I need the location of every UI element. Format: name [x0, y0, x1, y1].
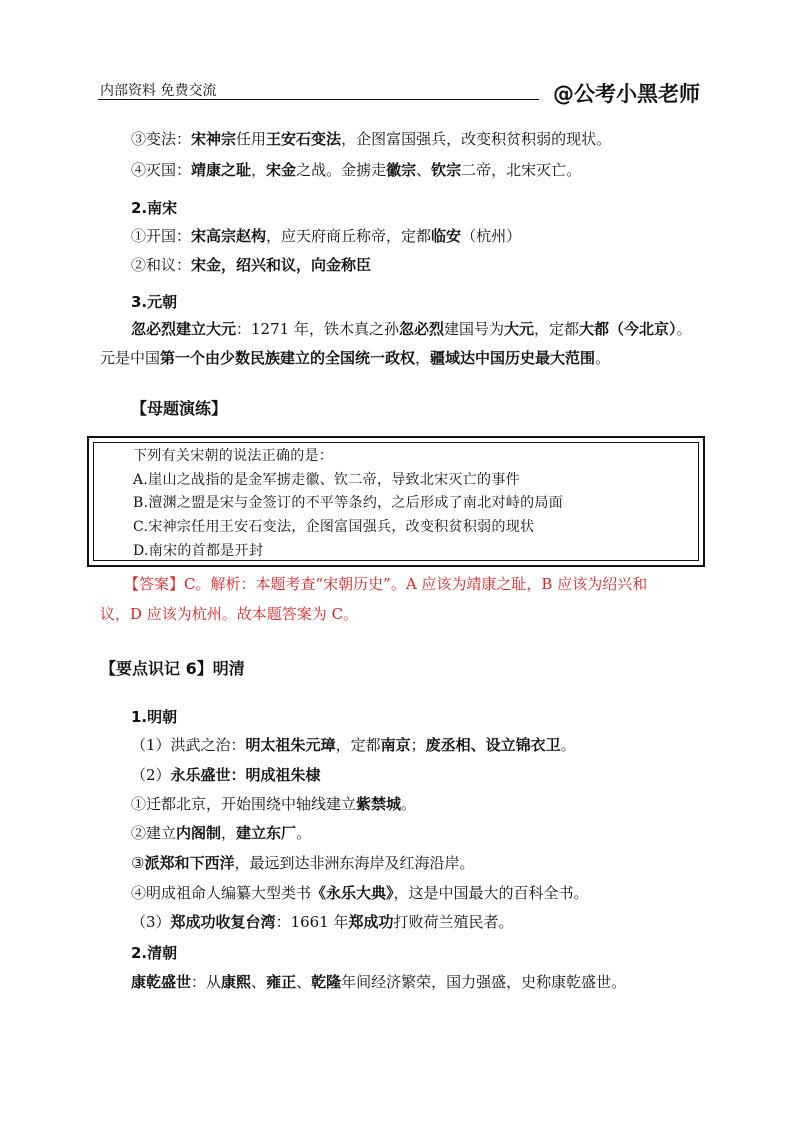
yuan-significance-line: 元是中国第一个由少数民族建立的全国统一政权，疆域达中国历史最大范围。 [100, 349, 611, 367]
southern-song-peace-line: ②和议：宋金，绍兴和议，向金称臣 [131, 256, 372, 274]
header-left-text: 内部资料 免费交流 [100, 83, 217, 99]
practice-title: 【母题演练】 [131, 399, 228, 418]
ming-yongle-line: （2）永乐盛世：明成祖朱棣 [131, 766, 321, 784]
southern-song-heading: 2.南宋 [131, 199, 178, 217]
ming-cabinet-line: ②建立内阁制，建立东厂。 [131, 824, 312, 842]
header-brand: @公考小黑老师 [553, 82, 700, 106]
song-reform-line: ③变法：宋神宗任用王安石变法，企图富国强兵，改变积贫积弱的现状。 [131, 130, 612, 148]
question-option-d: D.南宋的首都是开封 [133, 543, 264, 559]
ming-capital-line: ①迁都北京，开始围绕中轴线建立紫禁城。 [131, 795, 417, 813]
ming-encyclopedia-line: ④明成祖命人编纂大型类书《永乐大典》，这是中国最大的百科全书。 [131, 884, 589, 902]
qing-kangqian-line: 康乾盛世：从康熙、雍正、乾隆年间经济繁荣，国力强盛，史称康乾盛世。 [131, 973, 627, 991]
question-stem: 下列有关宋朝的说法正确的是： [133, 448, 334, 464]
question-option-b: B.澶渊之盟是宋与金签订的不平等条约，之后形成了南北对峙的局面 [133, 495, 564, 511]
answer-explanation-line2: 议，D 应该为杭州。故本题答案为 C。 [100, 605, 359, 623]
question-option-a: A.崖山之战指的是金军掳走徽、钦二帝，导致北宋灭亡的事件 [133, 472, 520, 488]
ming-taiwan-line: （3）郑成功收复台湾：1661 年郑成功打败荷兰殖民者。 [131, 913, 514, 931]
qing-heading: 2.清朝 [131, 944, 178, 962]
yuan-founding-line: 忽必烈建立大元：1271 年，铁木真之孙忽必烈建国号为大元，定都大都（今北京）。 [131, 320, 692, 338]
yuan-heading: 3.元朝 [131, 293, 178, 311]
ming-zhenghe-line: ③派郑和下西洋，最远到达非洲东海岸及红海沿岸。 [131, 854, 475, 872]
song-fall-line: ④灭国：靖康之耻，宋金之战。金掳走徽宗、钦宗二帝，北宋灭亡。 [131, 161, 582, 179]
header-rule [98, 99, 539, 100]
answer-explanation-line1: 【答案】C。解析：本题考查“宋朝历史”。A 应该为靖康之耻，B 应该为绍兴和 [124, 575, 648, 593]
question-option-c: C.宋神宗任用王安石变法，企图富国强兵，改变积贫积弱的现状 [133, 519, 535, 535]
key-points-title: 【要点识记 6】明清 [100, 659, 245, 678]
ming-heading: 1.明朝 [131, 708, 178, 726]
southern-song-founding-line: ①开国：宋高宗赵构，应天府商丘称帝，定都临安（杭州） [131, 227, 522, 245]
ming-hongwu-line: （1）洪武之治：明太祖朱元璋，定都南京；废丞相、设立锦衣卫。 [131, 736, 576, 754]
